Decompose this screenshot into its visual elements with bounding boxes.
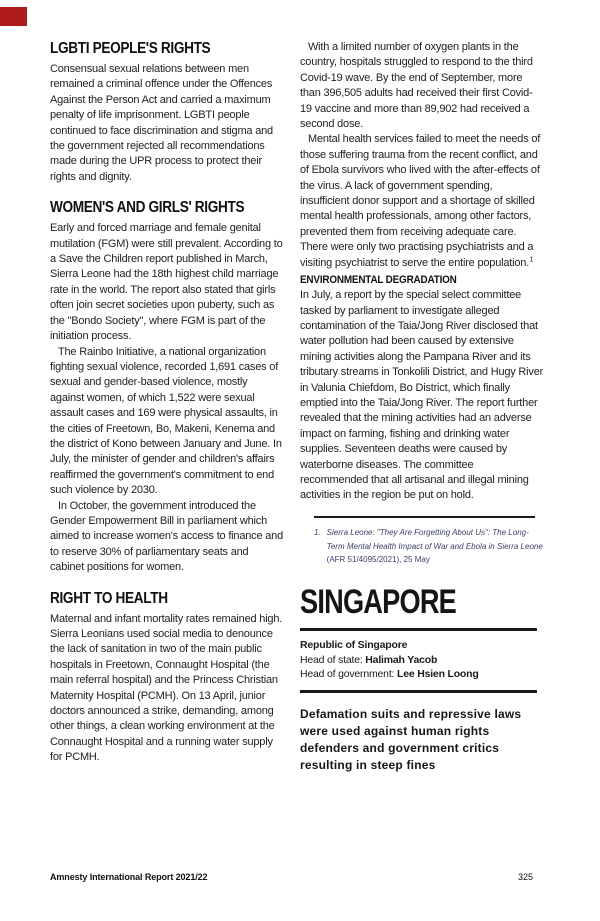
head-of-government-line [300,667,544,682]
red-corner-tab [0,7,27,26]
footnote-reference: 1 [529,254,534,264]
paragraph: Maternal and infant mortality rates remained high. Sierra Leonians used social media to denounce the lack of sanitation in two of the main public hospitals in Freetown, Connaught Hospital (the main referral hospital) and the Princess Christian Maternity Hospital (PCMH). On 13 April, junior doctors announced a strike, demanding, among other things, a clean working environment at the Connaught Hospital and a running water supply for PCMH. [50,612,283,764]
head-of-state-line [300,653,544,668]
heading-rule-top [300,628,537,632]
head-of-government-name: Lee Hsien Loong [396,668,479,681]
footnote-text [327,526,544,567]
footnote-number: 1. [314,528,321,538]
paragraph: Consensual sexual relations between men remained a criminal offence under the Offences Against the Person Act and carried a maximum penalty of life imprisonment. LGBTI people continued to face discrimination and stigma and the government rejected all recommendations made during the UPR process to protect their rights and dignity. [50,63,273,183]
head-of-government-label: Head of government: [300,668,397,681]
footnote-block [300,516,544,567]
country-official-name: Republic of Singapore [300,639,408,652]
section-heading-womens-rights: WOMEN'S AND GIRLS' RIGHTS [50,199,245,217]
section-heading-environmental-degradation: ENVIRONMENTAL DEGRADATION [300,274,457,287]
country-meta [300,638,544,682]
section-heading-lgbti-rights: LGBTI PEOPLE'S RIGHTS [50,40,211,57]
footnote-citation-title: Sierra Leone: "They Are Forgetting About Us": The Long-Term Mental Health Impact of War and Ebola in Sierra Leone [326,528,543,551]
left-column [50,40,284,766]
head-of-state-name: Halimah Yacob [365,653,438,666]
paragraph: The Rainbo Initiative, a national organization fighting sexual violence, recorded 1,691 cases of sexual and gender-based violence, mostly against women, of which 1,522 were sexual assault cases and 169 were physical assaults, in the cities of Freetown, Bo, Makeni, Kenema and the district of Kono between January and June. In July, the minister of gender and children's affairs reaffirmed the government's commitment to end such violence by 2030. [50,345,282,497]
paragraph-text: Mental health services failed to meet the needs of those suffering trauma from the recent conflict, and of Ebola survivors who lived with the after-effects of the virus. A lack of government spending, insufficient donor support and a shortage of skilled mental health professionals, among other factors, prevented them from receiving adequate care. There were only two practising psychiatrists and a visiting psychiatrist to serve the entire population. [300,133,541,269]
footnote-separator-rule [314,516,535,519]
country-intro-paragraph: Defamation suits and repressive laws were used against human rights defenders and government critics resulting in steep fines [300,707,522,773]
footnote-citation-ref: (AFR 51/4095/2021), 25 May [326,555,430,565]
paragraph: Early and forced marriage and female genital mutilation (FGM) were still prevalent. According to a Save the Children report published in March, Sierra Leone had the 18th highest child marriage rate in the world. The report also stated that girls often join secret societies upon puberty, such as the "Bondo Society", where FGM is part of the initiation process. [50,222,283,343]
page-footer [50,872,533,882]
paragraph: In July, a report by the special select committee tasked by parliament to investigate alleged contamination of the Taia/Jong River disclosed that water pollution had been caused by extensive mining activities along the Pampana River and its tributary streams in Tonkolili District, and Hugy River in Valunia Chiefdom, Bo District, which finally emptied into the Taia/Jong River. The report further revealed that the mining activities had an adverse impact on farming, fishing and drinking water supplies. Seventeen deaths were caused by waterborne diseases. The committee recommended that all artisanal and illegal mining activities in the region be put on hold. [300,289,544,502]
footnote [314,526,544,567]
right-column [300,40,544,774]
paragraph [300,132,544,271]
footer-page-number: 325 [517,872,533,882]
section-heading-right-to-health: RIGHT TO HEALTH [50,589,168,607]
heading-rule-bottom [300,690,537,694]
paragraph: In October, the government introduced the Gender Empowerment Bill in parliament which aimed to increase women's access to finance and to reserve 30% of parliamentary seats and cabinet positions for women. [50,499,283,574]
country-heading-singapore: SINGAPORE [300,582,457,621]
head-of-state-label: Head of state: [300,653,366,666]
footer-report-title: Amnesty International Report 2021/22 [50,872,208,882]
paragraph: With a limited number of oxygen plants in the country, hospitals struggled to respond to the third Covid-19 wave. By the end of September, more than 396,505 adults had received their first Covid-19 vaccine and more than 89,902 had received a second dose. [300,41,533,131]
